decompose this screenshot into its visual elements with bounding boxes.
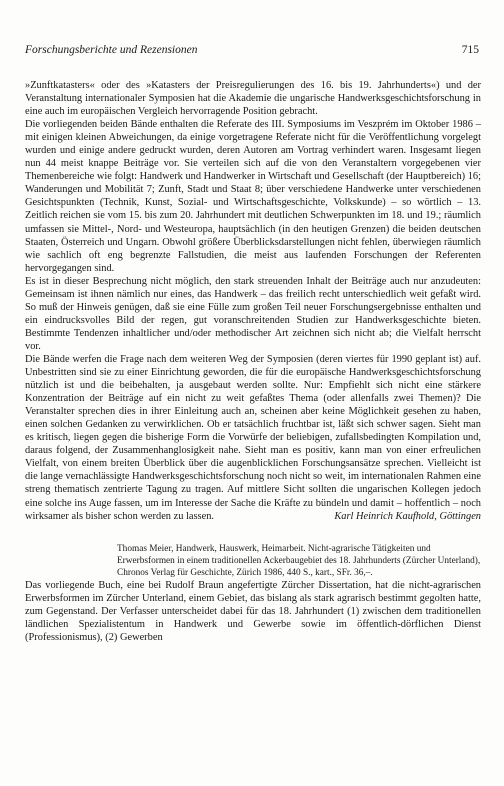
paragraph-3: Es ist in dieser Besprechung nicht möglich, den stark streuenden Inhalt der Beiträge auch nur anzudeuten: Gemeinsam ist ihnen nämlich nur eines, das Handwerk – das freilich recht unterschiedlich weit gefaßt wird. So muß der Hinweis genügen, daß sie eine Fülle zum großen Teil neuer Forschungsergebnisse enthalten und ein eindrucksvolles Bild der regen, gut voranschreitenden Studien zur Handwerksgeschichte bieten. Bestimmte Tendenzen inhaltlicher und/oder methodischer Art zeichnen sich nicht ab; die Vielfalt herrscht vor. bbox=[25, 275, 481, 352]
page-number: 715 bbox=[461, 44, 479, 56]
running-header bbox=[25, 44, 479, 56]
paragraph-4-text: Die Bände werfen die Frage nach dem weiteren Weg der Symposien (deren viertes für 1990 geplant ist) auf. Unbestritten sind sie zu einer Einrichtung geworden, die für die europäische Handwerksgeschichtsforschung nützlich ist und die beibehalten, ja ausgebaut werden sollte. Nur: Empfiehlt sich nicht eine stärkere Konzentration der Beiträge auf ein nicht zu weit gefaßtes Thema (oder allenfalls zwei Themen)? Die Veranstalter sprechen dies in ihrer Einleitung auch an, scheinen aber keine Möglichkeit gesehen zu haben, einen solchen Gedanken zu verwirklichen. Ob er tatsächlich fruchtbar ist, läßt sich schwer sagen. Sieht man es kritisch, liegen gegen die bisherige Form die Vorwürfe der beliebigen, zufallsbedingten Kompilation und, daraus folgend, der Zusammenhanglosigkeit nahe. Sieht man es positiv, kann man von einer erfreulichen Vielfalt, von einem breiten Überblick über die augenblicklichen Forschungsansätze sprechen. Vielleicht ist die lange vernachlässigte Handwerksgeschichtsforschung noch nicht so weit, im internationalen Rahmen eine streng thematisch zentrierte Tagung zu tragen. Auf mittlere Sicht sollten die ungarischen Kollegen jedoch eine solche ins Auge fassen, um im Interesse der Sache die Kräfte zu bündeln und damit – hoffentlich – noch wirksamer als bisher schon werden zu lassen. bbox=[25, 353, 481, 522]
paragraph-4 bbox=[25, 353, 481, 523]
reviewer-signature: Karl Heinrich Kaufhold, Göttingen bbox=[334, 510, 481, 522]
review-paragraph: Das vorliegende Buch, eine bei Rudolf Braun angefertigte Zürcher Dissertation, hat die nicht-agrarischen Erwerbsformen im Zürcher Unterland, einem Gebiet, das bislang als stark agrarisch bestimmt gegolten hatte, zum Gegenstand. Der Verfasser unterscheidet dabei für das 18. Jahrhundert (1) zwischen dem traditionellen ländlichen Spezialistentum in Handwerk und Gewerbe sowie im öffentlich-dörflichen Dienst (Professionismus), (2) Gewerben bbox=[25, 580, 481, 644]
review-book-citation: Thomas Meier, Handwerk, Hauswerk, Heimarbeit. Nicht-agrarische Tätigkeiten und Erwerbsformen in einem traditionellen Ackerbaugebiet des 18. Jahrhunderts (Zürcher Unterland), Chronos Verlag für Geschichte, Zürich 1986, 440 S., kart., SFr. 36,–. bbox=[117, 543, 481, 578]
article-body bbox=[25, 79, 481, 644]
paragraph-2: Die vorliegenden beiden Bände enthalten die Referate des III. Symposiums im Veszprém im Oktober 1986 – mit einigen kleinen Abweichungen, da einige vorgetragene Referate nicht für die Veröffentlichung vorgelegt wurden und einige andere gedruckt wurden, deren Autoren am Vortrag verhindert waren. Insgesamt liegen nun 44 meist knappe Beiträge vor. Sie verteilen sich auf die von den Veranstaltern vorgegebenen vier Themenbereiche wie folgt: Handwerk und Handwerker in Wirtschaft und Gesellschaft (der Hauptbereich) 16; Wanderungen und Mobilität 7; Zunft, Stadt und Staat 8; über verschiedene Handwerke unter verschiedenen Gesichtspunkten (Technik, Kunst, Sozial- und Wirtschaftsgeschichte, Volkskunde) – so wörtlich – 13. Zeitlich reichen sie vom 15. bis zum 20. Jahrhundert mit deutlichen Schwerpunkten im 18. und 19.; räumlich umfassen sie Mittel-, Nord- und Westeuropa, hauptsächlich (in den heutigen Grenzen) die beiden deutschen Staaten, Österreich und Ungarn. Obwohl größere Überblicksdarstellungen nicht fehlen, überwiegen räumlich wie sachlich oft eng begrenzte Fallstudien, die meist aus laufenden Forschungen der Referenten hervorgegangen sind. bbox=[25, 119, 481, 274]
paragraph-1: »Zunftkatasters« oder des »Katasters der Preisregulierungen des 16. bis 19. Jahrhunderts«) und der Veranstaltung internationaler Symposien hat die Akademie die ungarische Handwerksgeschichtsforschung in eine auch im europäischen Vergleich hervorragende Position gebracht. bbox=[25, 80, 481, 118]
section-title: Forschungsberichte und Rezensionen bbox=[25, 44, 198, 56]
